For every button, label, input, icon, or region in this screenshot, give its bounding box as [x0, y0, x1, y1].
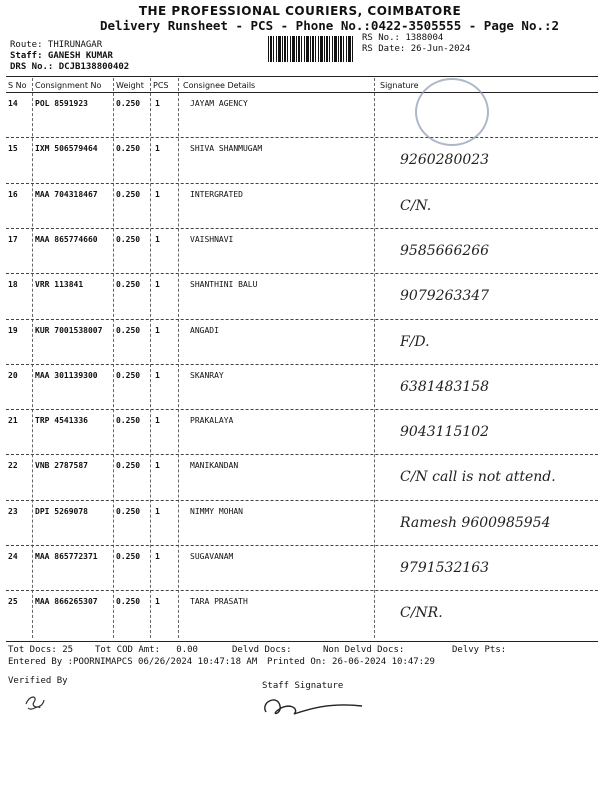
row-consignee: ANGADI — [190, 325, 219, 335]
tot-cod — [95, 645, 198, 655]
row-weight: 0.250 — [116, 144, 141, 154]
row-pcs: 1 — [155, 144, 160, 154]
col-divider — [374, 78, 375, 638]
entered-by: Entered By :POORNIMAPCS 06/26/2024 10:47:18 AM — [8, 657, 258, 667]
row-consignee: SUGAVANAM — [190, 552, 234, 561]
row-signature-handwriting: Ramesh 9600985954 — [400, 514, 551, 531]
table-top-rule — [6, 76, 598, 77]
row-consignment-no: MAA 865772371 — [35, 552, 98, 561]
row-sno: 21 — [8, 416, 18, 426]
row-consignee: SHANTHINI BALU — [190, 280, 258, 290]
col-divider — [32, 78, 33, 638]
row-consignee: MANIKANDAN — [190, 461, 239, 471]
row-separator — [6, 273, 598, 274]
company-title: THE PROFESSIONAL COURIERS, COIMBATORE — [138, 4, 462, 18]
barcode — [268, 36, 354, 62]
verified-by: Verified By — [8, 676, 68, 686]
tot-docs — [8, 645, 73, 655]
verified-signature-scribble — [20, 690, 50, 714]
drs-number: DRS No.: DCJB138800402 — [10, 62, 130, 72]
row-consignment-no: MAA 865774660 — [35, 234, 98, 244]
row-pcs: 1 — [155, 370, 160, 380]
row-consignee: INTERGRATED — [190, 189, 243, 199]
row-sno: 22 — [8, 461, 18, 471]
row-signature-handwriting: 9791532163 — [400, 560, 490, 576]
row-weight: 0.250 — [116, 234, 141, 244]
row-separator — [6, 409, 598, 410]
row-consignee: VAISHNAVI — [190, 234, 234, 244]
row-weight: 0.250 — [116, 370, 141, 380]
row-weight: 0.250 — [116, 280, 141, 290]
row-separator — [6, 590, 598, 591]
row-signature-handwriting: C/N. — [400, 197, 432, 214]
tot-cod-value: 0.00 — [176, 645, 198, 655]
row-pcs: 1 — [155, 189, 160, 199]
row-signature-handwriting: 9260280023 — [400, 152, 490, 169]
tot-docs-label: Tot Docs: — [8, 645, 57, 655]
row-consignee: PRAKALAYA — [190, 416, 234, 426]
row-consignee: JAYAM AGENCY — [190, 99, 248, 108]
row-signature-handwriting: 9043115102 — [400, 424, 490, 441]
row-separator — [6, 454, 598, 455]
row-signature-handwriting: C/N call is not attend. — [400, 469, 556, 486]
row-sno: 16 — [8, 189, 18, 199]
col-divider — [113, 78, 114, 638]
row-sno: 23 — [8, 506, 18, 516]
staff-signature: Staff Signature — [262, 681, 344, 691]
row-sno: 25 — [8, 597, 18, 607]
row-consignment-no: DPI 5269078 — [35, 506, 88, 516]
row-consignment-no: VRR 113841 — [35, 280, 84, 290]
col-consignment: Consignment No — [35, 81, 102, 90]
row-weight: 0.250 — [116, 416, 141, 426]
row-separator — [6, 364, 598, 365]
tot-cod-label: Tot COD Amt: — [95, 645, 161, 655]
row-pcs: 1 — [155, 597, 160, 607]
row-consignment-no: TRP 4541336 — [35, 416, 88, 426]
row-signature-handwriting: F/D. — [400, 333, 430, 350]
row-consignee: NIMMY MOHAN — [190, 506, 243, 516]
col-signature: Signature — [380, 81, 419, 90]
row-pcs: 1 — [155, 552, 160, 561]
col-weight: Weight — [116, 81, 144, 90]
row-sno: 14 — [8, 99, 18, 108]
delvy-pts: Delvy Pts: — [452, 645, 507, 655]
row-weight: 0.250 — [116, 597, 141, 607]
route: Route: THIRUNAGAR — [10, 40, 103, 50]
row-sno: 17 — [8, 234, 18, 244]
row-pcs: 1 — [155, 461, 160, 471]
row-weight: 0.250 — [116, 461, 141, 471]
row-consignment-no: POL 8591923 — [35, 99, 88, 108]
row-weight: 0.250 — [116, 189, 141, 199]
row-pcs: 1 — [155, 280, 160, 290]
row-separator — [6, 137, 598, 138]
delvd-docs: Delvd Docs: — [232, 645, 292, 655]
row-consignee: TARA PRASATH — [190, 597, 248, 607]
row-signature-handwriting: C/NR. — [400, 605, 443, 622]
row-signature-handwriting: 6381483158 — [400, 378, 490, 395]
printed-on: Printed On: 26-06-2024 10:47:29 — [267, 657, 435, 667]
row-consignee: SHIVA SHANMUGAM — [190, 144, 263, 154]
row-sno: 20 — [8, 370, 18, 380]
row-signature-handwriting: 9079263347 — [400, 288, 490, 305]
col-pcs: PCS — [153, 81, 169, 90]
delivery-stamp — [415, 78, 489, 146]
tot-docs-value: 25 — [62, 645, 74, 655]
row-separator — [6, 228, 598, 229]
staff: Staff: GANESH KUMAR — [10, 51, 113, 61]
header-rule — [6, 92, 598, 93]
row-sno: 19 — [8, 325, 18, 335]
row-sno: 24 — [8, 552, 18, 561]
row-pcs: 1 — [155, 325, 160, 335]
row-separator — [6, 545, 598, 546]
row-pcs: 1 — [155, 416, 160, 426]
row-consignment-no: MAA 301139300 — [35, 370, 98, 380]
row-separator — [6, 183, 598, 184]
table-bottom-rule — [6, 641, 598, 642]
row-signature-handwriting: 9585666266 — [400, 242, 490, 259]
col-divider — [178, 78, 179, 638]
col-divider — [150, 78, 151, 638]
runsheet-subtitle: Delivery Runsheet - PCS - Phone No.:0422-3505555 - Page No.:2 — [100, 18, 560, 33]
row-separator — [6, 319, 598, 320]
row-weight: 0.250 — [116, 99, 141, 108]
row-consignment-no: MAA 704318467 — [35, 189, 98, 199]
row-consignment-no: MAA 866265307 — [35, 597, 98, 607]
row-consignee: SKANRAY — [190, 370, 224, 380]
row-sno: 18 — [8, 280, 18, 290]
row-weight: 0.250 — [116, 506, 141, 516]
rs-number: RS No.: 1388004 — [362, 33, 444, 43]
col-consignee: Consignee Details — [183, 81, 256, 90]
col-sno: S No — [8, 81, 27, 90]
row-pcs: 1 — [155, 506, 160, 516]
row-weight: 0.250 — [116, 552, 141, 561]
row-consignment-no: KUR 7001538007 — [35, 325, 103, 335]
rs-date: RS Date: 26-Jun-2024 — [362, 44, 471, 54]
staff-signature-scribble — [258, 692, 368, 722]
row-pcs: 1 — [155, 234, 160, 244]
row-consignment-no: IXM 506579464 — [35, 144, 98, 154]
row-weight: 0.250 — [116, 325, 141, 335]
row-sno: 15 — [8, 144, 18, 154]
row-consignment-no: VNB 2787587 — [35, 461, 88, 471]
row-pcs: 1 — [155, 99, 160, 108]
row-separator — [6, 500, 598, 501]
non-delvd-docs: Non Delvd Docs: — [323, 645, 405, 655]
